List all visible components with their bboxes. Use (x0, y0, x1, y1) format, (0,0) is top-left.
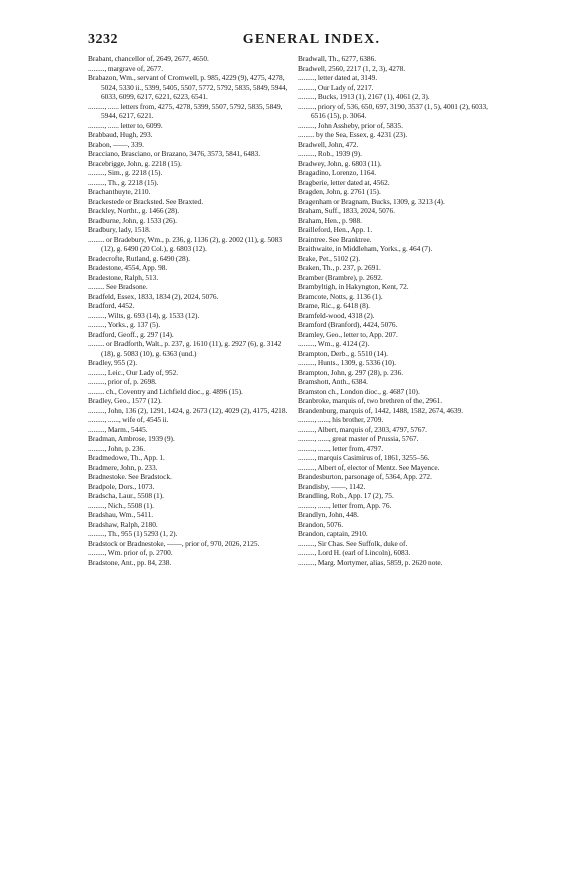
index-entry: Bradnestoke. See Bradstock. (88, 472, 172, 481)
index-entry: Brame, Ric., g. 6418 (8). (298, 301, 371, 310)
index-entry: Bradfeld, Essex, 1833, 1834 (2), 2024, 5076. (88, 291, 219, 301)
index-entry: ........., Marg. Mortymer, alias, 5859, p. 2620 note. (298, 557, 443, 567)
index-entry: Branbroke, marquis of, two brethren of the, 2961. (298, 396, 443, 405)
index-entry: Braham, Suff., 1833, 2024, 5076. (298, 206, 395, 215)
running-title: GENERAL INDEX. (242, 32, 381, 47)
index-entry: ........., Sir Chas. See Suffolk, duke of. (298, 538, 408, 548)
index-entry: ........., ......, great master of Prussia, 5767. (298, 434, 419, 443)
index-entry: ........., Th., g. 2218 (15). (88, 177, 159, 187)
index-entry: Brabazon, Wm., servant of Cromwell, p. 985, 4229 (9), 4275, 4278, 5024, 5330 ii., 5399, 5405, 5507, 5772, 5792, 5835, 5849, 5944, 6033, 6099, 6217, 6221, 6223, 6541. (88, 73, 288, 101)
index-entry: Bradmedowe, Th., App. 1. (88, 453, 165, 462)
index-entry: Bragenham or Bragnam, Bucks, 1309, g. 3213 (4). (298, 196, 445, 206)
index-entry: Brabbaud, Hugh, 293. (88, 130, 153, 139)
index-entry: Bradstone, Ant., pp. 84, 238. (88, 557, 172, 567)
index-entry: Bragberie, letter dated at, 4562. (298, 177, 390, 187)
index-entry: ........., margrave of, 2677. (88, 63, 164, 73)
index-entry: ........., Marm., 5445. (88, 424, 148, 434)
index-entry: ........., John, p. 236. (88, 443, 146, 453)
index-entry: ......... See Bradsone. (88, 282, 148, 291)
index-entry: Bragden, John, g. 2761 (15). (298, 187, 381, 196)
index-entry: ........., Wm. prior of, p. 2700. (88, 548, 173, 557)
index-entry: Brailleford, Hen., App. 1. (298, 225, 373, 234)
index-entry: Bradestone, 4554, App. 98. (88, 263, 168, 272)
index-entry: ......... by the Sea, Essex, g. 4231 (23). (298, 130, 408, 139)
index-entry: ........., Wilts, g. 693 (14), g. 1533 (12). (88, 310, 200, 320)
index-entry: Brandesburton, parsonage of, 5364, App. 272. (298, 472, 432, 481)
index-entry: ........., priory of, 536, 650, 697, 3190, 3537 (1, 5), 4001 (2), 6033, 6516 (15), p. 3064. (298, 101, 488, 120)
index-entry: Bramcote, Notts, g. 1136 (1). (298, 291, 383, 301)
index-entry: ........., Sim., g. 2218 (15). (88, 168, 163, 177)
index-entry: ........., ......, his brother, 2709. (298, 415, 384, 424)
index-entry: Bradley, Geo., 1577 (12). (88, 396, 162, 405)
index-entry: Bramston ch., London dioc., g. 4687 (10). (298, 386, 420, 396)
index-entry: Bradman, Ambrose, 1939 (9). (88, 434, 175, 443)
index-entry: Brake, Pet., 5102 (2). (298, 253, 361, 263)
index-entry: Bradshaw, Ralph, 2180. (88, 519, 158, 529)
index-entry: Brampton, John, g. 297 (28), p. 236. (298, 367, 404, 377)
index-column-left (88, 54, 288, 567)
index-entry: ......... ch., Coventry and Lichfield dioc., g. 4896 (15). (88, 386, 243, 396)
index-entry: Brackley, Northt., g. 1466 (28). (88, 206, 180, 215)
index-entry: Bramber (Brambre), p. 2692. (298, 272, 383, 282)
index-entry: Bradburne, John, g. 1533 (26). (88, 215, 177, 225)
index-entry: ........., letter dated at, 3149. (298, 73, 378, 82)
index-entry: ........., Our Lady of, 2217. (298, 82, 374, 92)
index-entry: Bracebrigge, John, g. 2218 (15). (88, 158, 182, 168)
index-entry: ........., Albert, marquis of, 2303, 4797, 5767. (298, 424, 427, 434)
index-entry: ........., Lord H. (earl of Lincoln), 6083. (298, 548, 411, 557)
index-column-right (298, 54, 496, 567)
index-entry: Braithwaite, in Middleham, Yorks., g. 464 (7). (298, 244, 433, 253)
index-entry: ........., ...... letter to, 6099. (88, 120, 163, 130)
index-entry: Braken, Th., p. 237, p. 2691. (298, 263, 381, 272)
index-entry: Bradwey, John, g. 6803 (11). (298, 158, 382, 168)
index-entry: ........., prior of, p. 2698. (88, 377, 157, 386)
index-entry: Bradley, 955 (2). (88, 358, 138, 367)
index-entry: Brandon, captain, 2910. (298, 529, 368, 538)
index-entry: ........., Yorks., g. 137 (5). (88, 320, 161, 329)
index-entry: Braham, Hen., p. 988. (298, 215, 362, 225)
index-entry: Brabant, chancellor of, 2649, 2677, 4650. (88, 54, 209, 63)
page-header (88, 32, 535, 54)
index-entry: ........., ......, wife of, 4545 ii. (88, 415, 169, 424)
index-entry: Bradstock or Bradnestoke, ——, prior of, 970, 2026, 2125. (88, 538, 260, 548)
index-entry: Brandenburg, marquis of, 1442, 1488, 1582, 2674, 4639. (298, 405, 464, 415)
index-entry: ........., Rob., 1939 (9). (298, 149, 362, 158)
index-entry: Brachanthuyte, 2110. (88, 187, 151, 196)
index-entry: Brandlyn, John, 448. (298, 510, 359, 519)
index-entry: Bradbury, lady, 1518. (88, 225, 151, 234)
index-entry: Bradecrofte, Rutland, g. 6490 (28). (88, 253, 190, 263)
index-entry: ........., ......, letter from, 4797. (298, 443, 384, 453)
index-entry: Bradford, Geoff., g. 297 (14). (88, 329, 174, 339)
index-entry: Bramshott, Anth., 6384. (298, 377, 368, 386)
index-entry: ........., John, 136 (2), 1291, 1424, g. 2673 (12), 4029 (2), 4175, 4218. (88, 405, 288, 415)
index-entry: ........., Wm., g. 4124 (2). (298, 339, 370, 348)
index-entry: ........., Nich., 5508 (1). (88, 500, 155, 510)
index-entry: Brampton, Derb., g. 5510 (14). (298, 348, 388, 358)
index-entry: Bradwell, John, 472. (298, 139, 359, 149)
index-entry: ........., John Assheby, prior of, 5835. (298, 120, 403, 130)
index-entry: Bradford, 4452. (88, 301, 135, 310)
index-entry: Brackestede or Bracksted. See Braxted. (88, 196, 204, 206)
index-entry: Brandon, 5076. (298, 519, 344, 529)
index-entry: Bradpole, Dors., 1073. (88, 481, 155, 491)
index-entry: ........., Bucks, 1913 (1), 2167 (1), 4061 (2, 3). (298, 92, 430, 101)
index-entry: Brabon, ——, 339. (88, 139, 144, 149)
index-entry: ......... or Bradebury, Wm., p. 236, g. 1136 (2), g. 2002 (11), g. 5083 (12), g. 6490 (20 Col.), g. 6803 (12). (88, 234, 283, 253)
index-entry: ........., Albert of, elector of Mentz. See Mayence. (298, 462, 440, 472)
page-number: 3232 (88, 32, 118, 47)
index-entry: ........., Leic., Our Lady of, 952. (88, 367, 179, 377)
index-entry: Bradwell, 2560, 2217 (1, 2, 3), 4278. (298, 63, 406, 73)
index-entry: Bradshau, Wm., 5411. (88, 510, 154, 519)
index-entry: Bracciano, Brasciano, or Brazano, 3476, 3573, 5841, 6483. (88, 149, 261, 158)
index-entry: Bradestone, Ralph, 513. (88, 272, 159, 282)
index-entry: Brambyltigh, in Hakyngton, Kent, 72. (298, 282, 409, 291)
index-entry: ........., ...... letters from, 4275, 4278, 5399, 5507, 5792, 5835, 5849, 5944, 6217, 6221. (88, 101, 283, 120)
index-entry: ........., marquis Casimirus of, 1861, 3255–56. (298, 453, 430, 462)
index-entry: ........., Hunts., 1309, g. 5336 (10). (298, 358, 397, 367)
index-entry: Brandling, Rob., App. 17 (2), 75. (298, 491, 394, 500)
index-entry: Bradscha, Laur., 5508 (1). (88, 491, 164, 500)
index-entry: ........., Th., 955 (1) 5293 (1, 2). (88, 529, 178, 538)
index-entry: Bragadino, Lorenzo, 1164. (298, 168, 377, 177)
index-entry: Bradwall, Th., 6277, 6386. (298, 54, 377, 63)
index-entry: ........., ......, letter from, App. 76. (298, 500, 392, 510)
index-entry: Bramfeld-wood, 4318 (2). (298, 310, 375, 320)
index-entry: Bramley, Geo., letter to, App. 207. (298, 329, 398, 339)
index-entry: Braintree. See Branktree. (298, 234, 372, 244)
index-entry: ......... or Bradforth, Walt., p. 237, g. 1610 (11), g. 2927 (6), g. 3142 (18), g. 5083 (10), g. 6363 (und.) (88, 339, 282, 358)
index-entry: Brandisby, ——, 1142. (298, 481, 366, 491)
index-entry: Bramford (Branford), 4424, 5076. (298, 320, 398, 329)
index-entry: Bradmere, John, p. 233. (88, 462, 158, 472)
